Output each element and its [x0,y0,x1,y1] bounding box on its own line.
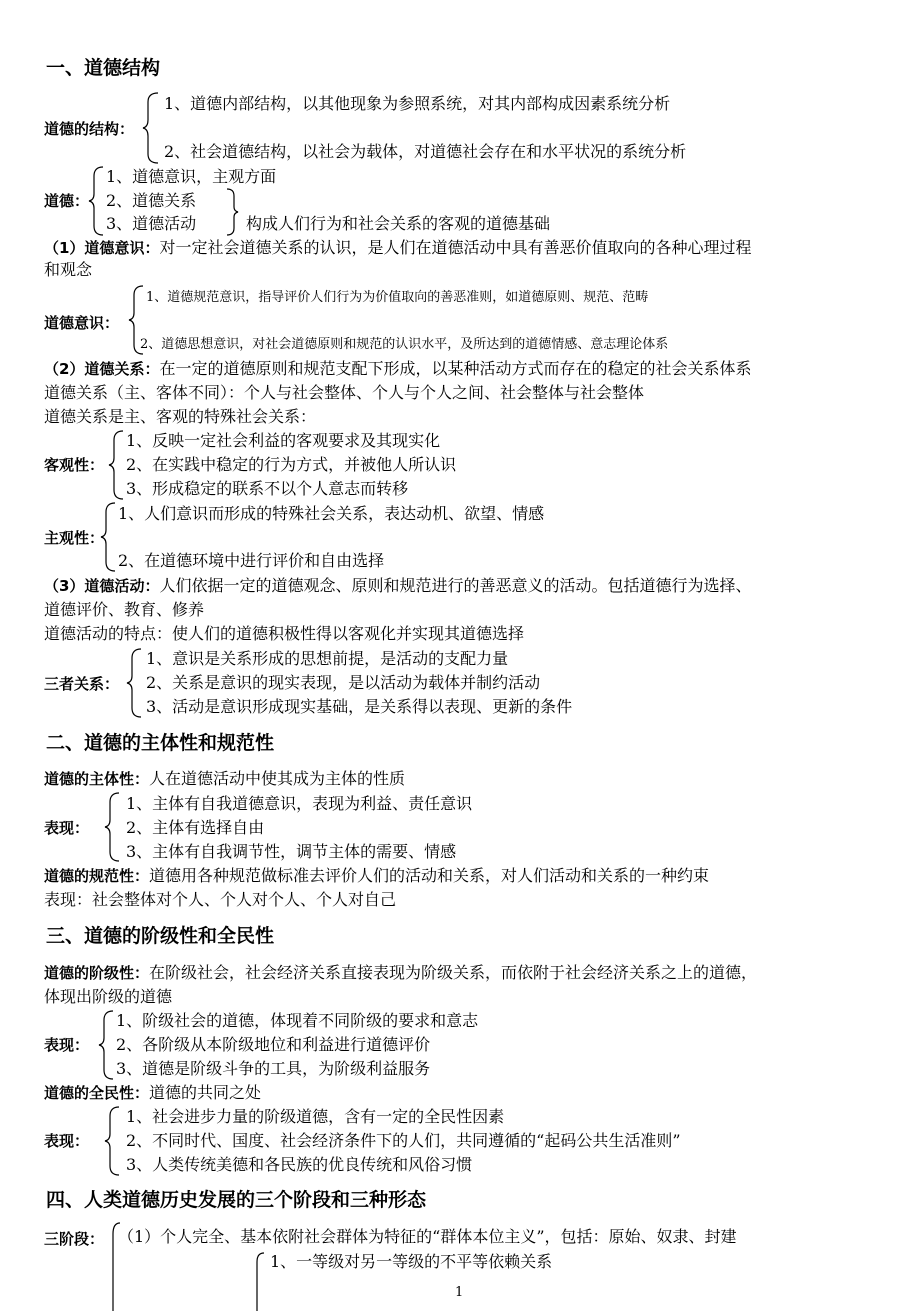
consciousness-def-line1 [44,237,751,259]
s3-expression1-item-2: 2、各阶级从本阶级地位和利益进行道德评价 [116,1035,431,1054]
subjectivity-label: 主观性： [44,529,105,547]
three-stage-sub-item-1: 1、一等级对另一等级的不平等依赖关系 [270,1252,553,1271]
normativity-expression: 表现：社会整体对个人、个人对个人、个人对自己 [44,890,397,909]
brace-s2-expression [104,792,122,862]
three-relation-item-3: 3、活动是意识形成现实基础，是关系得以表现、更新的条件 [146,697,573,716]
normativity-def-line [44,865,709,887]
s3-expression1-item-3: 3、道德是阶级斗争的工具，为阶级利益服务 [116,1059,431,1078]
activity-line3: 道德活动的特点：使人们的道德积极性得以客观化并实现其道德选择 [44,624,525,643]
s2-expression-label: 表现： [44,819,90,837]
structure-label: 道德的结构： [44,120,135,138]
class-def: 在阶级社会，社会经济关系直接表现为阶级关系，而依附于社会经济关系之上的道德， [149,963,758,982]
universality-def-line [44,1082,261,1104]
subjectivity-item-1: 1、人们意识而形成的特殊社会关系，表达动机、欲望、情感 [118,504,545,523]
brace-s3-expression2 [104,1106,122,1176]
normativity-def: 道德用各种规范做标准去评价人们的活动和关系，对人们活动和关系的一种约束 [149,866,710,885]
s2-expression-item-1: 1、主体有自我道德意识，表现为利益、责任意识 [126,794,473,813]
class-def-line1 [44,962,757,984]
consciousness-head: （1）道德意识： [44,239,160,257]
relation-def: 在一定的道德原则和规范支配下形成，以某种活动方式而存在的稳定的社会关系体系 [159,359,752,378]
three-stage-label: 三阶段： [44,1230,105,1248]
class-def-line2: 体现出阶级的道德 [44,987,173,1006]
activity-def-line1 [44,575,751,597]
structure-item-2: 2、社会道德结构，以社会为载体，对道德社会存在和水平状况的系统分析 [164,142,687,161]
activity-head: （3）道德活动： [44,577,160,595]
morality-note: 构成人们行为和社会关系的客观的道德基础 [246,214,551,233]
brace-structure [142,92,162,164]
objectivity-label: 客观性： [44,456,105,474]
s2-expression-item-3: 3、主体有自我调节性，调节主体的需要、情感 [126,842,457,861]
relation-line2: 道德关系（主、客体不同）：个人与社会整体、个人与个人之间、社会整体与社会整体 [44,383,645,402]
section-title-4: 四、人类道德历史发展的三个阶段和三种形态 [46,1189,427,1211]
s2-expression-item-2: 2、主体有选择自由 [126,818,265,837]
three-relation-label: 三者关系： [44,675,120,693]
objectivity-item-2: 2、在实践中稳定的行为方式，并被他人所认识 [126,455,457,474]
consciousness-item-1: 1、道德规范意识，指导评价人们行为为价值取向的善恶准则，如道德原则、规范、范畴 [146,290,649,305]
brace-objectivity [108,430,126,500]
s3-expression2-item-2: 2、不同时代、国度、社会经济条件下的人们，共同遵循的“起码公共生活准则” [126,1131,681,1150]
three-relation-item-1: 1、意识是关系形成的思想前提，是活动的支配力量 [146,649,509,668]
brace-morality-right [226,188,240,236]
universality-head: 道德的全民性： [44,1084,150,1102]
objectivity-item-3: 3、形成稳定的联系不以个人意志而转移 [126,479,409,498]
section-title-3: 三、道德的阶级性和全民性 [46,925,275,947]
subjectivity-def-line [44,768,405,790]
s3-expression1-label: 表现： [44,1036,90,1054]
subject-def: 人在道德活动中使其成为主体的性质 [149,769,406,788]
morality-label: 道德： [44,192,90,210]
consciousness-def-line2: 和观念 [44,260,93,279]
brace-three-stage-sub [252,1252,266,1312]
morality-item-1: 1、道德意识，主观方面 [106,167,277,186]
brace-morality [88,166,106,236]
brace-s3-expression1 [98,1010,116,1080]
consciousness-item-2: 2、道德思想意识，对社会道德原则和规范的认识水平，及所达到的道德情感、意志理论体系 [140,337,669,352]
consciousness-def: 对一定社会道德关系的认识，是人们在道德活动中具有善恶价值取向的各种心理过程 [159,238,752,257]
class-head: 道德的阶级性： [44,964,150,982]
morality-item-3: 3、道德活动 [106,214,197,233]
s3-expression2-item-3: 3、人类传统美德和各民族的优良传统和风俗习惯 [126,1155,473,1174]
structure-item-1: 1、道德内部结构，以其他现象为参照系统，对其内部构成因素系统分析 [164,94,671,113]
activity-def: 人们依据一定的道德观念、原则和规范进行的善恶意义的活动。包括道德行为选择、 [159,576,752,595]
s3-expression2-item-1: 1、社会进步力量的阶级道德，含有一定的全民性因素 [126,1107,505,1126]
three-relation-item-2: 2、关系是意识的现实表现，是以活动为载体并制约活动 [146,673,541,692]
s3-expression1-item-1: 1、阶级社会的道德，体现着不同阶级的要求和意志 [116,1011,479,1030]
section-title-1: 一、道德结构 [46,57,161,79]
relation-line3: 道德关系是主、客观的特殊社会关系： [44,407,317,426]
objectivity-item-1: 1、反映一定社会利益的客观要求及其现实化 [126,431,441,450]
activity-def-line2: 道德评价、教育、修养 [44,600,205,619]
morality-item-2: 2、道德关系 [106,191,197,210]
subjectivity-item-2: 2、在道德环境中进行评价和自由选择 [118,551,385,570]
brace-subjectivity [100,502,118,572]
relation-def-line [44,358,751,380]
subject-head: 道德的主体性： [44,770,150,788]
page-number: 1 [455,1285,464,1300]
section-title-2: 二、道德的主体性和规范性 [46,732,275,754]
consciousness-label: 道德意识： [44,314,120,332]
three-stage-item-1: （1）个人完全、基本依附社会群体为特征的“群体本位主义”，包括：原始、奴隶、封建 [118,1227,737,1246]
relation-head: （2）道德关系： [44,360,160,378]
universality-def: 道德的共同之处 [149,1083,262,1102]
s3-expression2-label: 表现： [44,1132,90,1150]
normativity-head: 道德的规范性： [44,867,150,885]
brace-three-relation [126,648,144,718]
